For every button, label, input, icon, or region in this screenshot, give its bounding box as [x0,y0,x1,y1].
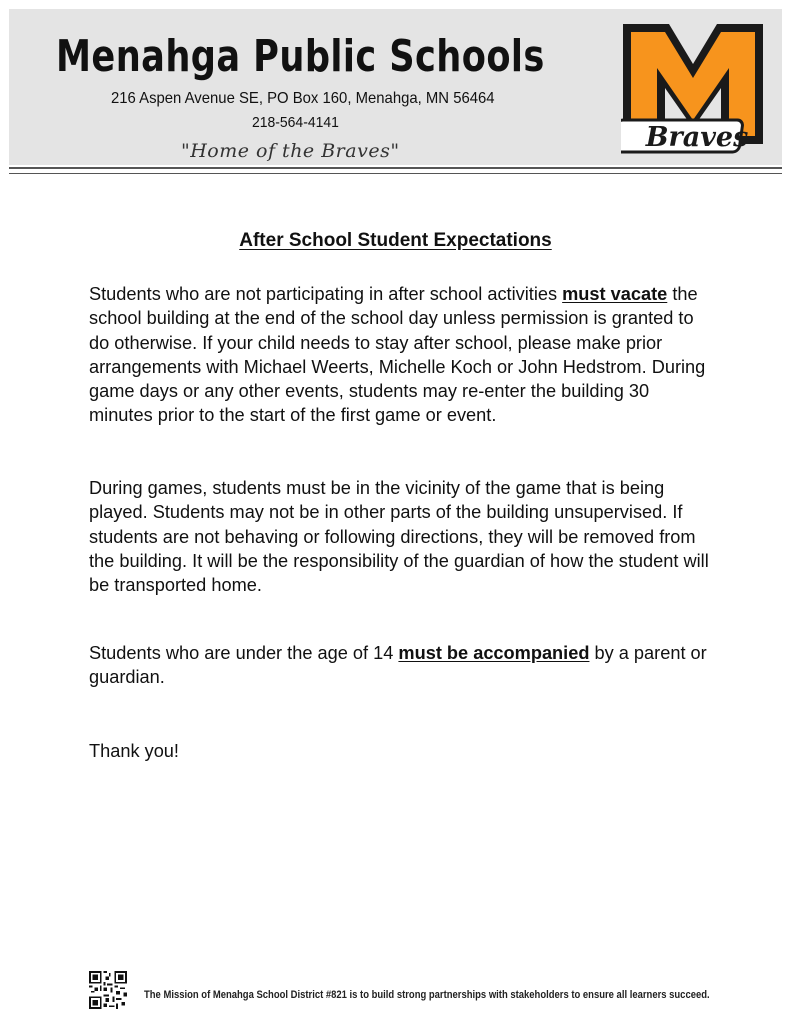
paragraph-text: Students who are under the age of 14 [89,643,399,663]
letterhead [9,9,782,165]
emphasis-must-vacate: must vacate [562,284,668,304]
logo-script-text: Braves [645,122,749,153]
header-rule [9,167,782,169]
braves-logo [621,22,765,160]
paragraph-text: by a parent or guardian. [89,643,707,688]
paragraph-age [89,641,709,690]
mission-statement: The Mission of Menahga School District #821 is to build strong partnerships with stakeholders to ensure all learners succeed. [144,989,710,1001]
closing-thanks: Thank you! [89,741,179,761]
school-phone: 218-564-4141 [252,114,339,131]
school-address: 216 Aspen Avenue SE, PO Box 160, Menahga, MN 56464 [111,90,495,107]
paragraph-text: the school building at the end of the school day unless permission is granted to do otherwise. If your child needs to stay after school, please make prior arrangements with Michael Weerts, Michelle Koch or John Hedstrom. During game days or any other events, students may re-enter the building 30 minutes prior to the start of the first game or event. [89,284,706,426]
school-name: Menahga Public Schools [56,31,545,82]
paragraph-text: Students who are not participating in after school activities [89,284,563,304]
qr-code-icon [89,971,127,1009]
header-rule-thin [9,173,782,174]
document-title: After School Student Expectations [239,230,552,251]
school-motto: "Home of the Braves" [181,140,400,162]
paragraph-vacate [89,282,709,428]
emphasis-must-be-accompanied: must be accompanied [398,643,590,663]
paragraph-games: During games, students must be in the vicinity of the game that is being played. Students may not be in other parts of the building unsupervised. If students are not behaving or following directions, they will be removed from the building. It will be the responsibility of the guardian of how the student will be transported home. [89,478,709,596]
